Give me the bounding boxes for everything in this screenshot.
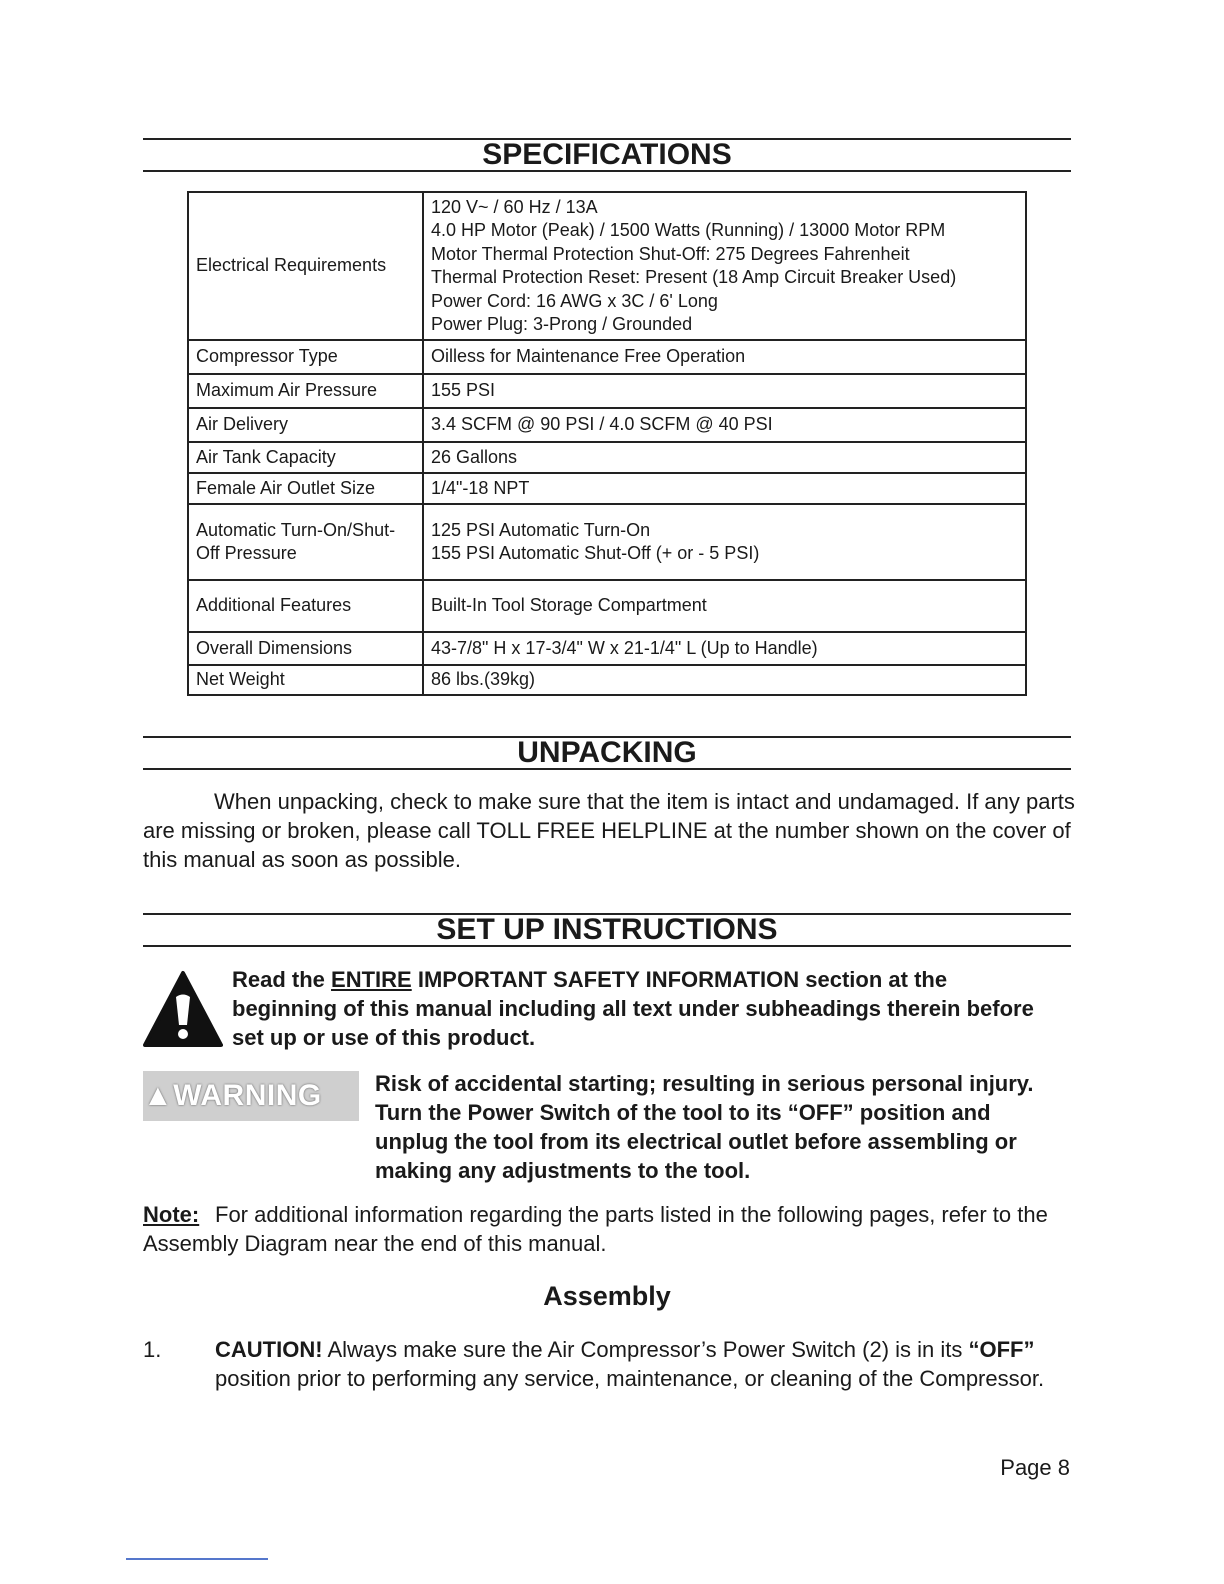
spec-value <box>423 442 1026 473</box>
spec-value-line: Motor Thermal Protection Shut-Off: 275 Degrees Fahrenheit <box>431 243 910 264</box>
footer-rule <box>126 1558 268 1560</box>
step-number: 1. <box>143 1337 162 1362</box>
off-emphasis: “OFF” <box>968 1337 1035 1362</box>
unpacking-heading: UNPACKING <box>143 736 1071 770</box>
spec-value-line: Thermal Protection Reset: Present (18 Amp Circuit Breaker Used) <box>431 267 957 287</box>
spec-value <box>423 374 1026 408</box>
spec-value <box>423 340 1026 374</box>
spec-label: Air Tank Capacity <box>188 442 423 473</box>
entire-emphasis: ENTIRE <box>331 967 412 992</box>
step-1-text: CAUTION! Always make sure the Air Compressor’s Power Switch (2) is in its “OFF” position prior to performing any service, maintenance, or cleaning of the Compressor. <box>215 1337 1045 1391</box>
spec-row <box>188 504 1026 580</box>
spec-value-line: 3.4 SCFM @ 90 PSI / 4.0 SCFM @ 40 PSI <box>431 414 773 435</box>
unpacking-paragraph: When unpacking, check to make sure that the item is intact and undamaged. If any parts are missing or broken, please call TOLL FREE HELPLINE at the number shown on the cover of this manual as soon as possible. <box>143 789 1075 872</box>
spec-value <box>423 473 1026 504</box>
spec-row <box>188 632 1026 665</box>
specifications-table <box>187 191 1027 696</box>
spec-row <box>188 665 1026 695</box>
spec-value-line: 86 lbs.(39kg) <box>431 669 536 690</box>
safety-reminder: Read the ENTIRE IMPORTANT SAFETY INFORMATION section at the beginning of this manual including all text under subheadings therein before set up or use of this product. <box>232 967 1034 1050</box>
spec-value <box>423 580 1026 632</box>
page-number: Page 8 <box>1000 1455 1070 1480</box>
note-paragraph <box>143 1200 1073 1258</box>
spec-label: Compressor Type <box>188 340 423 374</box>
spec-value-line: 43-7/8" H x 17-3/4" W x 21-1/4" L (Up to Handle) <box>431 637 818 658</box>
spec-value <box>423 408 1026 442</box>
caution-triangle-icon <box>143 970 223 1048</box>
spec-value-line: 125 PSI Automatic Turn-On <box>431 519 651 540</box>
spec-label: Maximum Air Pressure <box>188 374 423 408</box>
spec-value-line: 155 PSI Automatic Shut-Off (+ or - 5 PSI) <box>431 543 760 563</box>
spec-value-line: Oilless for Maintenance Free Operation <box>431 346 746 367</box>
spec-value <box>423 192 1026 340</box>
spec-label: Electrical Requirements <box>188 192 423 340</box>
spec-label: Overall Dimensions <box>188 632 423 665</box>
spec-label: Additional Features <box>188 580 423 632</box>
warning-triangle-icon: ▲ <box>143 1079 174 1112</box>
spec-row <box>188 192 1026 340</box>
spec-value <box>423 632 1026 665</box>
assembly-heading: Assembly <box>543 1281 671 1311</box>
caution-label: CAUTION! <box>215 1337 323 1362</box>
spec-value-line: 1/4"-18 NPT <box>431 477 530 498</box>
spec-value-line: Power Cord: 16 AWG x 3C / 6' Long <box>431 290 718 311</box>
specifications-heading: SPECIFICATIONS <box>143 138 1071 172</box>
spec-value-line: Power Plug: 3-Prong / Grounded <box>431 314 693 334</box>
spec-row <box>188 473 1026 504</box>
spec-row <box>188 580 1026 632</box>
spec-label: Automatic Turn-On/Shut-Off Pressure <box>188 504 423 580</box>
spec-value-line: 4.0 HP Motor (Peak) / 1500 Watts (Running) / 13000 Motor RPM <box>431 220 946 240</box>
setup-heading: SET UP INSTRUCTIONS <box>143 913 1071 947</box>
spec-label: Air Delivery <box>188 408 423 442</box>
warning-badge: ▲WARNING <box>143 1071 359 1121</box>
warning-text: Risk of accidental starting; resulting in serious personal injury. Turn the Power Switch of the tool to its “OFF” position and unplug the tool from its electrical outlet before assembling or making any adjustments to the tool. <box>375 1071 1034 1183</box>
spec-label: Net Weight <box>188 665 423 695</box>
spec-row <box>188 340 1026 374</box>
spec-value-line: 155 PSI <box>431 380 496 401</box>
note-text: For additional information regarding the parts listed in the following pages, refer to the Assembly Diagram near the end of this manual. <box>143 1202 1048 1256</box>
spec-value-line: 120 V~ / 60 Hz / 13A <box>431 196 598 217</box>
spec-value <box>423 665 1026 695</box>
spec-value-line: Built-In Tool Storage Compartment <box>431 595 707 616</box>
spec-row <box>188 374 1026 408</box>
spec-value-line: 26 Gallons <box>431 446 518 467</box>
note-label: Note: <box>143 1202 200 1227</box>
spec-label: Female Air Outlet Size <box>188 473 423 504</box>
spec-value <box>423 504 1026 580</box>
spec-row <box>188 408 1026 442</box>
spec-row <box>188 442 1026 473</box>
